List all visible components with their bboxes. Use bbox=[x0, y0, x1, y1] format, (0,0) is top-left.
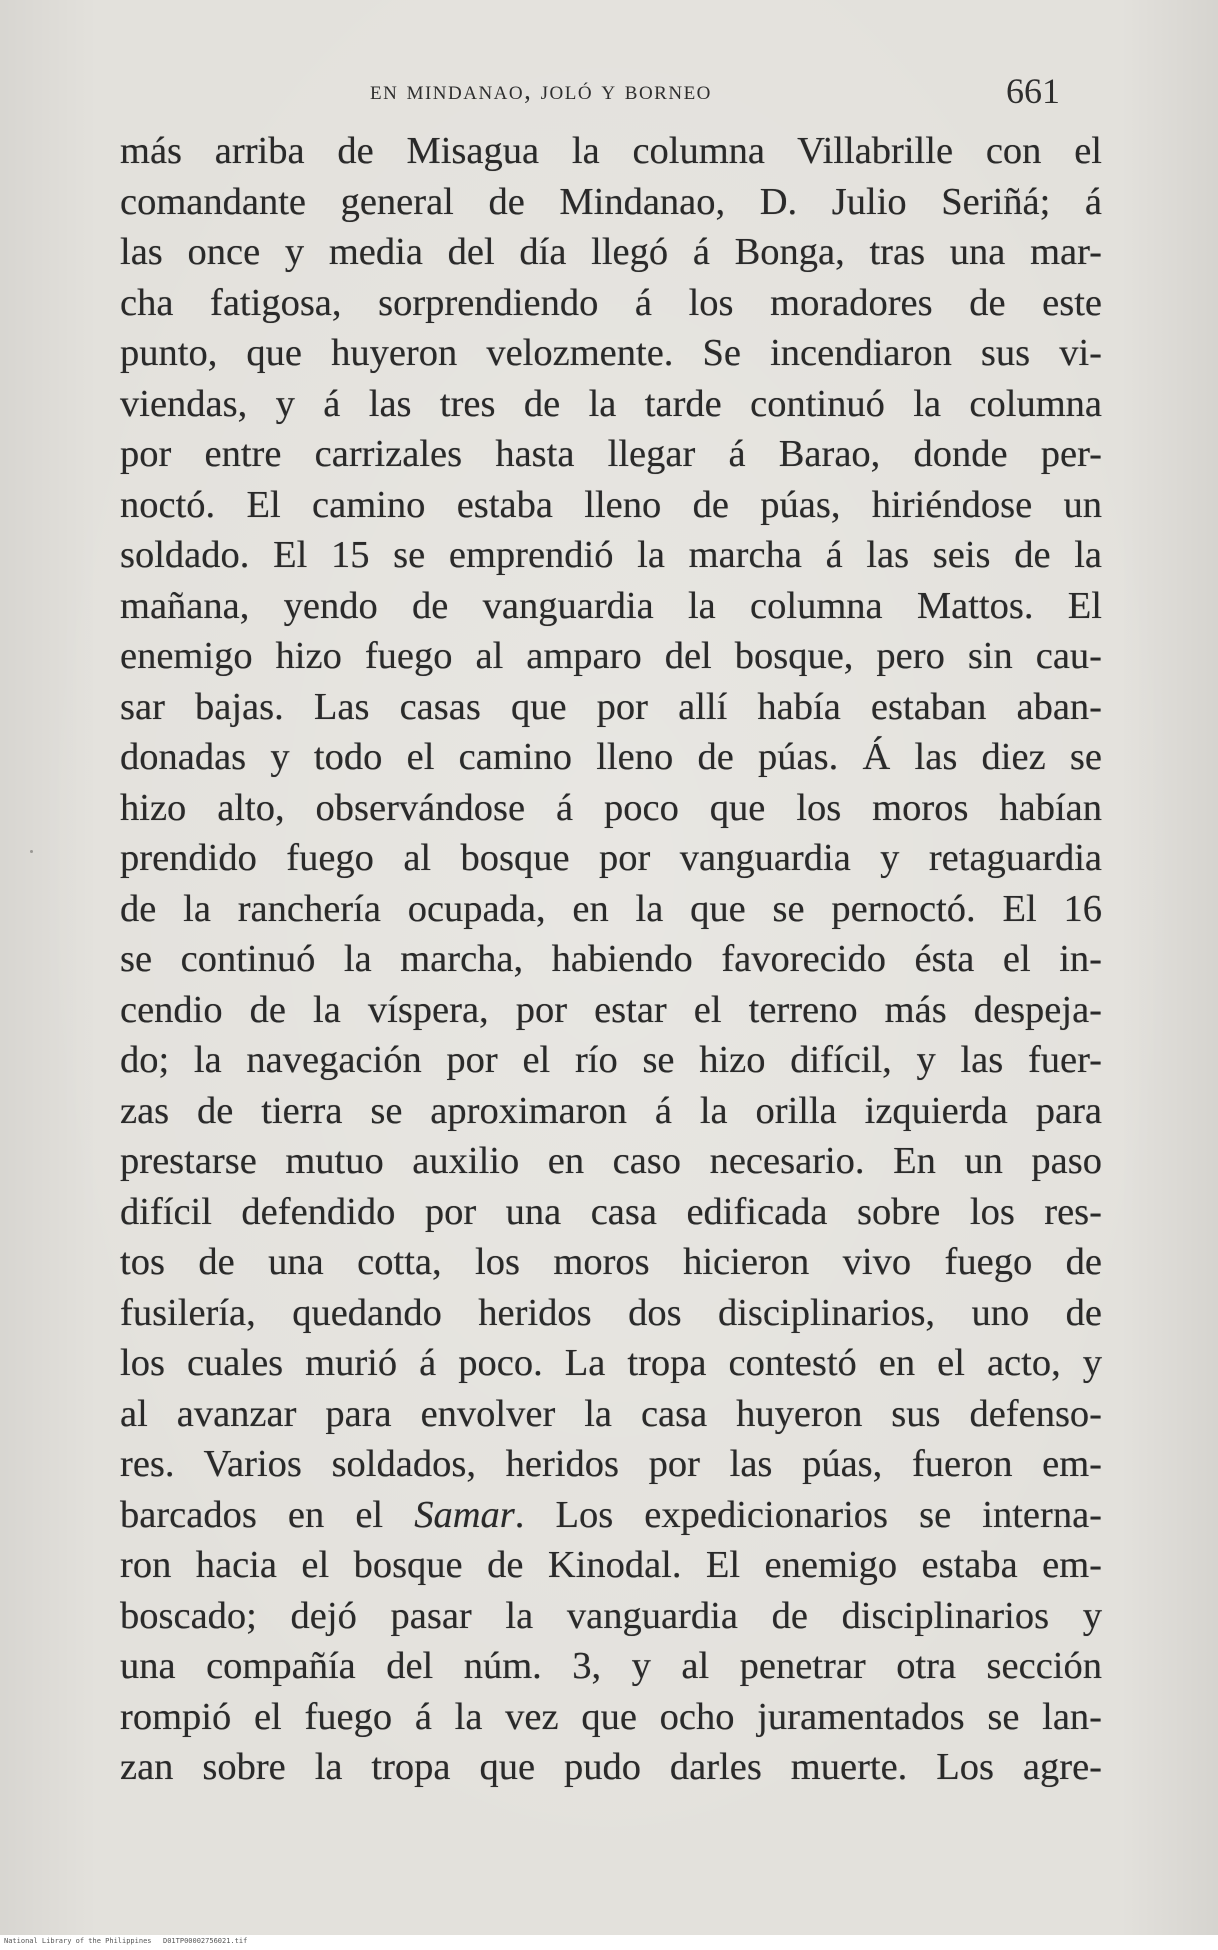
text-line: barcados en el Samar. Los expedicionarios se interna- bbox=[120, 1493, 1102, 1536]
text-line: se continuó la marcha, habiendo favorecido ésta el in- bbox=[120, 938, 1102, 980]
text-line: prendido fuego al bosque por vanguardia y retaguardia bbox=[120, 837, 1102, 879]
scan-speck bbox=[30, 850, 33, 853]
text-line: comandante general de Mindanao, D. Julio Seriñá; á bbox=[120, 180, 1102, 223]
page-number: 661 bbox=[1006, 71, 1060, 111]
text-line: enemigo hizo fuego al amparo del bosque, pero sin cau- bbox=[120, 635, 1102, 677]
text-line: soldado. El 15 se emprendió la marcha á las seis de la bbox=[120, 534, 1102, 576]
text-line: ron hacia el bosque de Kinodal. El enemigo estaba em- bbox=[120, 1544, 1102, 1586]
text-line: más arriba de Misagua la columna Villabrille con el bbox=[120, 130, 1102, 172]
ship-name: Samar bbox=[414, 1493, 515, 1536]
text-line: al avanzar para envolver la casa huyeron sus defenso- bbox=[120, 1392, 1102, 1435]
text-line: do; la navegación por el río se hizo difícil, y las fuer- bbox=[120, 1039, 1102, 1081]
text-line: cha fatigosa, sorprendiendo á los moradores de este bbox=[120, 281, 1102, 324]
text-line: una compañía del núm. 3, y al penetrar otra sección bbox=[120, 1645, 1102, 1687]
text-line: los cuales murió á poco. La tropa contestó en el acto, y bbox=[120, 1342, 1102, 1384]
text-line: difícil defendido por una casa edificada sobre los res- bbox=[120, 1190, 1102, 1233]
text-line: zan sobre la tropa que pudo darles muerte. Los agre- bbox=[120, 1746, 1102, 1788]
text-line: cendio de la víspera, por estar el terreno más despeja- bbox=[120, 988, 1102, 1031]
footer-library: National Library of the Philippines bbox=[4, 1937, 152, 1945]
text-line: fusilería, quedando heridos dos disciplinarios, uno de bbox=[120, 1291, 1102, 1334]
body-text bbox=[120, 126, 1102, 1793]
text-line: de la ranchería ocupada, en la que se pernoctó. El 16 bbox=[120, 887, 1102, 930]
text-line: zas de tierra se aproximaron á la orilla izquierda para bbox=[120, 1089, 1102, 1132]
text-line: tos de una cotta, los moros hicieron vivo fuego de bbox=[120, 1241, 1102, 1283]
text-line: noctó. El camino estaba lleno de púas, hiriéndose un bbox=[120, 483, 1102, 526]
text-line: las once y media del día llegó á Bonga, tras una mar- bbox=[120, 231, 1102, 273]
text-line: prestarse mutuo auxilio en caso necesario. En un paso bbox=[120, 1140, 1102, 1182]
text-line: punto, que huyeron velozmente. Se incendiaron sus vi- bbox=[120, 332, 1102, 374]
text-line: mañana, yendo de vanguardia la columna Mattos. El bbox=[120, 584, 1102, 627]
text-line: donadas y todo el camino lleno de púas. Á las diez se bbox=[120, 736, 1102, 778]
running-head: en mindanao, joló y borneo bbox=[370, 75, 712, 105]
text-line: sar bajas. Las casas que por allí había estaban aban- bbox=[120, 685, 1102, 728]
text-line: viendas, y á las tres de la tarde continuó la columna bbox=[120, 382, 1102, 425]
text-line: rompió el fuego á la vez que ocho juramentados se lan- bbox=[120, 1695, 1102, 1738]
text-line: por entre carrizales hasta llegar á Barao, donde per- bbox=[120, 433, 1102, 475]
text-line: hizo alto, observándose á poco que los moros habían bbox=[120, 786, 1102, 829]
text-line: boscado; dejó pasar la vanguardia de disciplinarios y bbox=[120, 1594, 1102, 1637]
text-line: res. Varios soldados, heridos por las púas, fueron em- bbox=[120, 1443, 1102, 1485]
footer-file-id: D01TP00002756021.tif bbox=[163, 1937, 248, 1945]
